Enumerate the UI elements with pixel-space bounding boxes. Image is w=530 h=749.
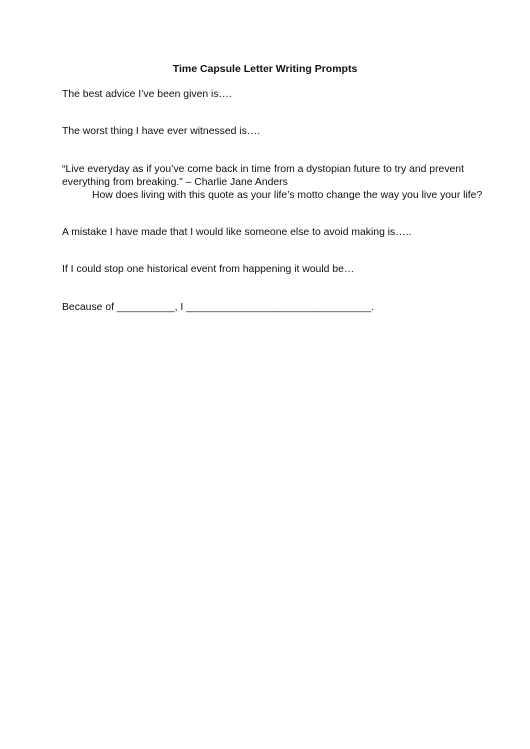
prompt-mistake: A mistake I have made that I would like someone else to avoid making is….. [62,227,412,238]
prompt-best-advice: The best advice I’ve been given is…. [62,89,232,100]
prompt-worst-thing: The worst thing I have ever witnessed is…. [62,126,261,137]
prompt-because-of: Because of __________, I ________________________________. [62,302,375,313]
quote-line-2: everything from breaking.” – Charlie Jane Anders [62,177,288,188]
page-title: Time Capsule Letter Writing Prompts [172,63,358,75]
prompt-historical-event: If I could stop one historical event from happening it would be… [62,264,355,275]
quote-line-1: “Live everyday as if you’ve come back in time from a dystopian future to try and prevent [62,164,464,175]
quote-question: How does living with this quote as your life’s motto change the way you live your life? [92,190,483,201]
